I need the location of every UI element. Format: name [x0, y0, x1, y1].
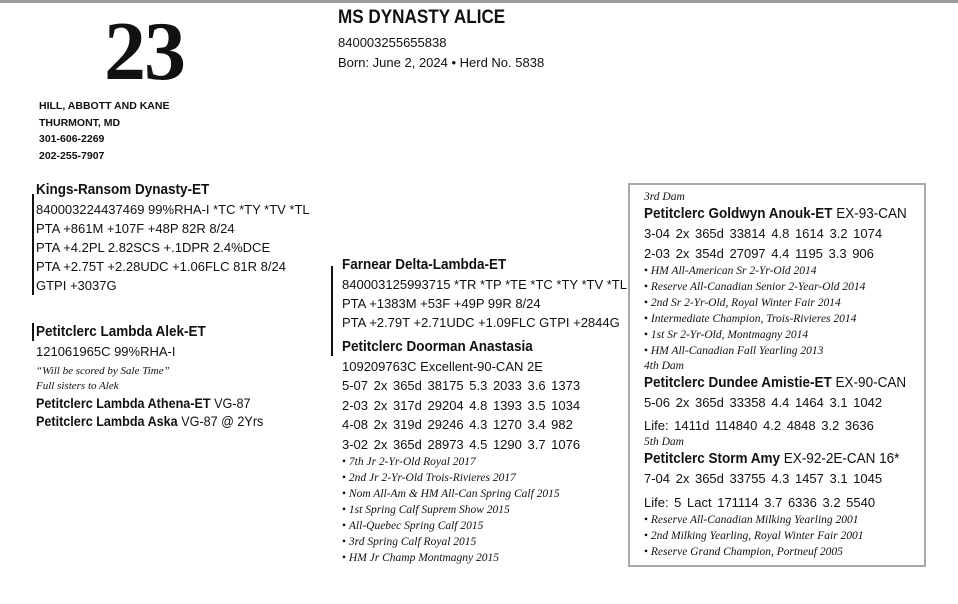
fifth-dam-award: • 2nd Milking Yearling, Royal Winter Fair 2001 [644, 528, 936, 544]
sire-line: 840003224437469 99%RHA-I *TC *TY *TV *TL [36, 202, 310, 217]
third-dam-award: • 2nd Sr 2-Yr-Old, Royal Winter Fair 2014 [644, 295, 936, 311]
sire-name: Kings-Ransom Dynasty-ET [36, 181, 210, 198]
sire-line: GTPI +3037G [36, 278, 117, 293]
maternal-sire-name: Farnear Delta-Lambda-ET [342, 256, 507, 273]
granddam-record: 3-02 2x 365d 28973 4.5 1290 3.7 1076 [342, 436, 581, 452]
third-dam-award: • Reserve All-Canadian Senior 2-Year-Old 2014 [644, 279, 936, 295]
third-dam-record: 2-03 2x 354d 27097 4.4 1195 3.3 906 [644, 245, 874, 261]
sister-classification: VG-87 @ 2Yrs [177, 413, 264, 429]
granddam-record: 4-08 2x 319d 29246 4.3 1270 3.4 982 [342, 417, 573, 432]
third-dam-award: • HM All-American Sr 2-Yr-Old 2014 [644, 263, 936, 279]
granddam-registration: 109209763C Excellent-90-CAN 2E [342, 359, 543, 374]
consignor-info [39, 98, 169, 164]
granddam-award: • 7th Jr 2-Yr-Old Royal 2017 [342, 454, 580, 470]
granddam-award: • 3rd Spring Calf Royal 2015 [342, 534, 580, 550]
consignor-name: HILL, ABBOTT AND KANE [39, 100, 170, 112]
sire-line: PTA +4.2PL 2.82SCS +.1DPR 2.4%DCE [36, 240, 271, 255]
sire-line: PTA +861M +107F +48P 82R 8/24 [36, 221, 235, 236]
fifth-dam-award: • Reserve All-Canadian Milking Yearling 2001 [644, 512, 936, 528]
animal-name: MS DYNASTY ALICE [338, 7, 506, 28]
fourth-dam-name: Petitclerc Dundee Amistie-ET [644, 374, 832, 391]
fourth-dam-classification: EX-90-CAN [831, 374, 907, 391]
sister-name: Petitclerc Lambda Aska [36, 413, 178, 429]
top-rule [0, 0, 958, 3]
dam-block [36, 322, 289, 430]
third-dam-award: • 1st Sr 2-Yr-Old, Montmagny 2014 [644, 327, 936, 343]
sister-entry [36, 412, 263, 430]
fifth-dam-classification: EX-92-2E-CAN 16* [780, 450, 900, 467]
consignor-phone: 301-606-2269 [39, 133, 105, 145]
third-dam-name: Petitclerc Goldwyn Anouk-ET [644, 205, 833, 222]
consignor-location: THURMONT, MD [39, 116, 121, 129]
maternal-sire-block [342, 255, 627, 332]
maternal-sire-line: PTA +1383M +53F +49P 99R 8/24 [342, 296, 541, 311]
sire-block [36, 180, 310, 295]
third-dam-award: • Intermediate Champion, Trois-Rivieres 2014 [644, 311, 936, 327]
dam-lineage-content [644, 190, 936, 560]
maternal-sire-line: PTA +2.79T +2.71UDC +1.09FLC GTPI +2844G [342, 315, 620, 330]
granddam-award: • Nom All-Am & HM All-Can Spring Calf 2015 [342, 486, 580, 502]
granddam-block [342, 337, 580, 566]
third-dam-record: 3-04 2x 365d 33814 4.8 1614 3.2 1074 [644, 226, 883, 241]
granddam-award: • HM Jr Champ Montmagny 2015 [342, 550, 580, 566]
fifth-dam-record: 7-04 2x 365d 33755 4.3 1457 3.1 1045 [644, 471, 883, 486]
sister-name: Petitclerc Lambda Athena-ET [36, 395, 211, 411]
sire-line: PTA +2.75T +2.28UDC +1.06FLC 81R 8/24 [36, 259, 286, 274]
fifth-dam-entry [644, 449, 907, 469]
third-dam-label: 3rd Dam [644, 191, 685, 203]
granddam-award: • 2nd Jr 2-Yr-Old Trois-Rivieres 2017 [342, 470, 580, 486]
dam-note: “Will be scored by Sale Time” [36, 365, 170, 377]
fifth-dam-label: 5th Dam [644, 436, 684, 448]
fourth-dam-label: 4th Dam [644, 360, 684, 372]
maternal-sire-bracket [331, 266, 333, 356]
dam-bracket [32, 323, 34, 341]
animal-registration: 840003255655838 [338, 35, 447, 50]
granddam-record: 2-03 2x 317d 29204 4.8 1393 3.5 1034 [342, 397, 581, 413]
fourth-dam-entry [644, 373, 907, 393]
third-dam-classification: EX-93-CAN [832, 205, 907, 222]
fifth-dam-name: Petitclerc Storm Amy [644, 450, 781, 467]
sister-entry [36, 394, 263, 412]
lot-number: 23 [104, 5, 184, 98]
granddam-award: • 1st Spring Calf Suprem Show 2015 [342, 502, 580, 518]
fourth-dam-record: Life: 1411d 114840 4.2 4848 3.2 3636 [644, 417, 874, 433]
animal-born: Born: June 2, 2024 • Herd No. 5838 [338, 55, 545, 70]
fifth-dam-award: • Reserve Grand Champion, Portneuf 2005 [644, 544, 936, 560]
sister-classification: VG-87 [210, 395, 251, 411]
dam-registration: 121061965C 99%RHA-I [36, 344, 176, 359]
fifth-dam-record: Life: 5 Lact 171114 3.7 6336 3.2 5540 [644, 494, 876, 510]
consignor-phone: 202-255-7907 [39, 149, 105, 162]
third-dam-entry [644, 204, 907, 224]
granddam-award: • All-Quebec Spring Calf 2015 [342, 518, 580, 534]
fourth-dam-record: 5-06 2x 365d 33358 4.4 1464 3.1 1042 [644, 395, 883, 410]
granddam-record: 5-07 2x 365d 38175 5.3 2033 3.6 1373 [342, 378, 581, 393]
maternal-sire-line: 840003125993715 *TR *TP *TE *TC *TY *TV *TL [342, 277, 627, 292]
dam-name: Petitclerc Lambda Alek-ET [36, 323, 206, 340]
granddam-name: Petitclerc Doorman Anastasia [342, 338, 533, 355]
dam-note: Full sisters to Alek [36, 380, 119, 392]
sire-bracket [32, 194, 34, 295]
third-dam-award: • HM All-Canadian Fall Yearling 2013 [644, 343, 936, 359]
